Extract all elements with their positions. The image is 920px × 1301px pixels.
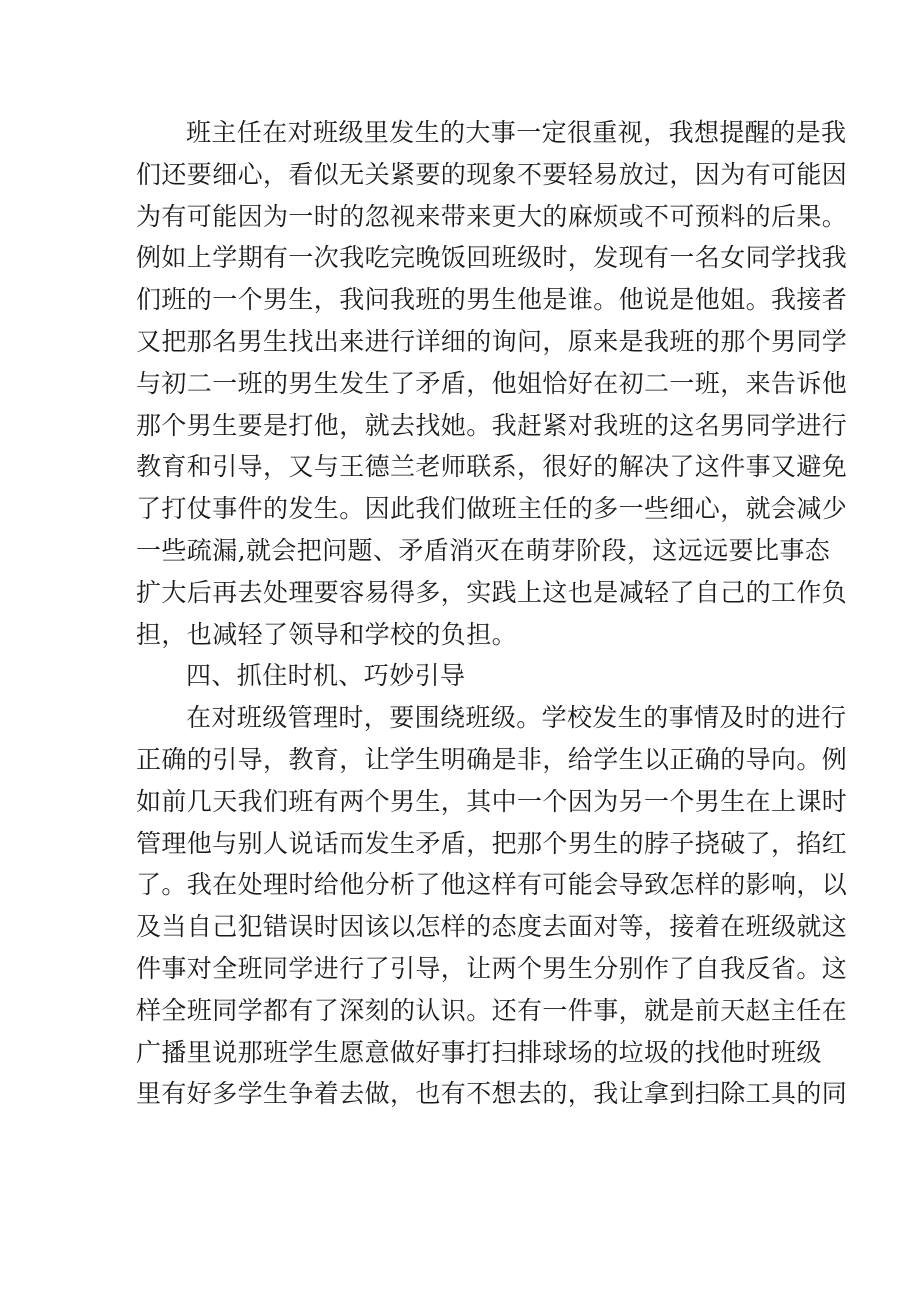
paragraph-line: 管理他与别人说话而发生矛盾，把那个男生的脖子挠破了，掐红 <box>136 828 848 858</box>
paragraph-line: 担，也减轻了领导和学校的负担。 <box>136 619 518 649</box>
paragraph-line: 教育和引导，又与王德兰老师联系，很好的解决了这件事又避免 <box>136 452 848 482</box>
paragraph-line: 们还要细心，看似无关紧要的现象不要轻易放过，因为有可能因 <box>136 159 848 189</box>
paragraph-line: 正确的引导，教育，让学生明确是非，给学生以正确的导向。例 <box>136 744 848 774</box>
paragraph-line: 班主任在对班级里发生的大事一定很重视，我想提醒的是我 <box>186 118 847 147</box>
paragraph-line: 又把那名男生找出来进行详细的询问，原来是我班的那个男同学 <box>136 326 848 356</box>
paragraph-line: 一些疏漏,就会把问题、矛盾消灭在萌芽阶段，这远远要比事态 <box>136 535 831 565</box>
paragraph-line: 了打仗事件的发生。因此我们做班主任的多一些细心，就会减少 <box>136 494 848 524</box>
paragraph-line: 为有可能因为一时的忽视来带来更大的麻烦或不可预料的后果。 <box>136 201 848 231</box>
paragraph-line: 们班的一个男生，我问我班的男生他是谁。他说是他姐。我接者 <box>136 285 848 315</box>
paragraph-line: 件事对全班同学进行了引导，让两个男生分别作了自我反省。这 <box>136 953 848 983</box>
paragraph-line: 及当自己犯错误时因该以怎样的态度去面对等，接着在班级就这 <box>136 912 848 942</box>
paragraph-line: 与初二一班的男生发生了矛盾，他姐恰好在初二一班，来告诉他 <box>136 368 848 398</box>
paragraph-line: 在对班级管理时，要围绕班级。学校发生的事情及时的进行 <box>186 703 847 733</box>
paragraph-line: 如前几天我们班有两个男生，其中一个因为另一个男生在上课时 <box>136 786 848 816</box>
paragraph-line: 例如上学期有一次我吃完晚饭回班级时，发现有一名女同学找我 <box>136 243 848 273</box>
paragraph-line: 了。我在处理时给他分析了他这样有可能会导致怎样的影响，以 <box>136 870 848 900</box>
section-heading: 四、抓住时机、巧妙引导 <box>186 661 466 691</box>
paragraph-line: 广播里说那班学生愿意做好事打扫排球场的垃圾的找他时班级 <box>136 1037 822 1067</box>
paragraph-line: 样全班同学都有了深刻的认识。还有一件事，就是前天赵主任在 <box>136 995 848 1025</box>
paragraph-line: 里有好多学生争着去做，也有不想去的，我让拿到扫除工具的同 <box>136 1079 848 1109</box>
paragraph-line: 那个男生要是打他，就去找她。我赶紧对我班的这名男同学进行 <box>136 410 848 440</box>
document-body <box>136 112 848 1115</box>
paragraph-line: 扩大后再去处理要容易得多，实践上这也是减轻了自己的工作负 <box>136 577 848 607</box>
